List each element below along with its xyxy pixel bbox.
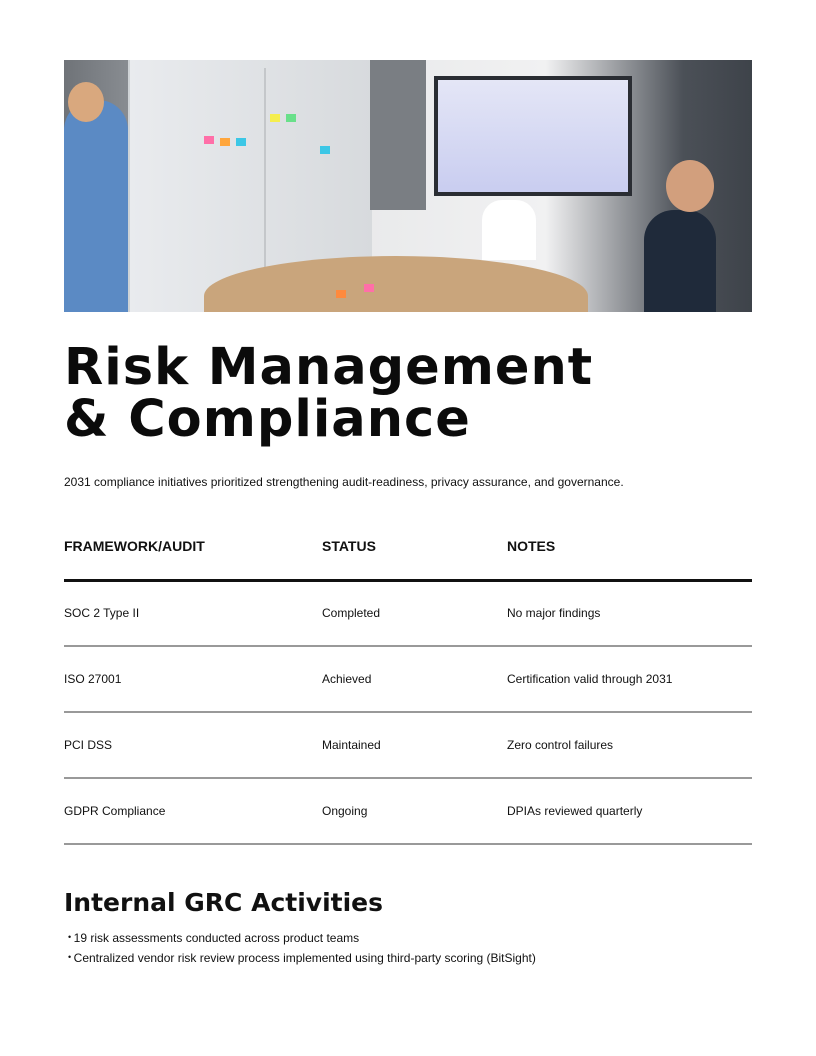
framework-cell: SOC 2 Type II xyxy=(64,580,322,646)
title-line-2: & Compliance xyxy=(64,390,471,449)
sticky-note xyxy=(204,136,214,144)
presenter xyxy=(64,100,128,312)
status-cell: Completed xyxy=(322,580,507,646)
page-title xyxy=(64,338,594,449)
header-framework: FRAMEWORK/AUDIT xyxy=(64,530,322,580)
wall-screen xyxy=(434,76,632,196)
framework-cell: GDPR Compliance xyxy=(64,778,322,844)
status-cell: Maintained xyxy=(322,712,507,778)
notes-cell: DPIAs reviewed quarterly xyxy=(507,778,752,844)
compliance-table xyxy=(64,530,752,845)
sticky-note xyxy=(236,138,246,146)
sticky-note xyxy=(336,290,346,298)
notes-cell: No major findings xyxy=(507,580,752,646)
sticky-note xyxy=(220,138,230,146)
notes-cell: Zero control failures xyxy=(507,712,752,778)
section-heading: Internal GRC Activities xyxy=(64,888,384,917)
table-row xyxy=(64,778,752,844)
activities-list xyxy=(68,931,536,971)
sticky-note xyxy=(286,114,296,122)
title-line-1: Risk Management xyxy=(64,338,594,397)
list-item: • Centralized vendor risk review process implemented using third-party scoring (BitSight) xyxy=(68,951,536,971)
team-meeting-photo xyxy=(64,60,752,312)
list-item: • 19 risk assessments conducted across product teams xyxy=(68,931,536,951)
seated-person xyxy=(482,200,536,260)
table-row xyxy=(64,712,752,778)
status-cell: Achieved xyxy=(322,646,507,712)
sticky-note xyxy=(364,284,374,292)
framework-cell: ISO 27001 xyxy=(64,646,322,712)
pointing-person xyxy=(644,210,716,312)
table-row xyxy=(64,580,752,646)
header-notes: NOTES xyxy=(507,530,752,580)
pointing-person-head xyxy=(666,160,714,212)
sticky-note xyxy=(270,114,280,122)
status-cell: Ongoing xyxy=(322,778,507,844)
acoustic-panel xyxy=(370,60,426,210)
header-status: STATUS xyxy=(322,530,507,580)
table-row xyxy=(64,646,752,712)
intro-text: 2031 compliance initiatives prioritized strengthening audit-readiness, privacy assurance, and governance. xyxy=(64,475,624,489)
sticky-note xyxy=(320,146,330,154)
table-header-row xyxy=(64,530,752,580)
framework-cell: PCI DSS xyxy=(64,712,322,778)
notes-cell: Certification valid through 2031 xyxy=(507,646,752,712)
presenter-head xyxy=(68,82,104,122)
